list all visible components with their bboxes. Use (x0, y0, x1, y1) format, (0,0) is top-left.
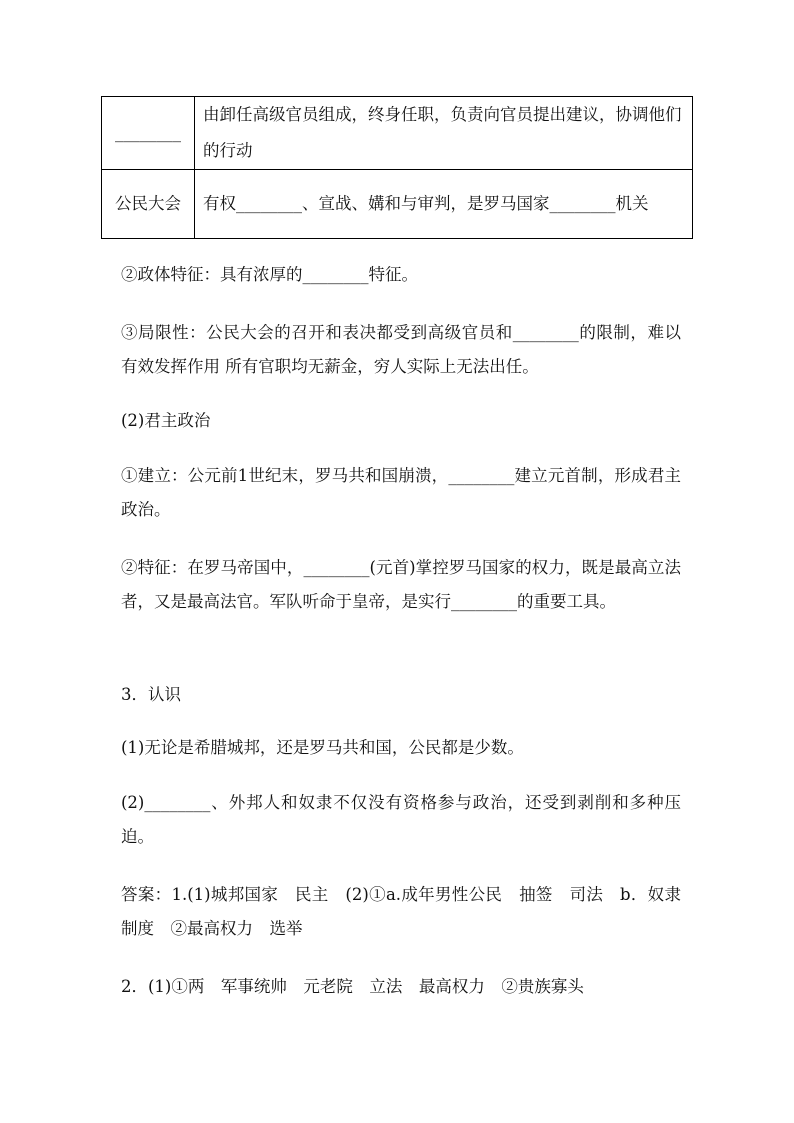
paragraph-establishment: ①建立：公元前1世纪末，罗马共和国崩溃，________建立元首制，形成君主政治。 (121, 466, 681, 519)
section-heading-monarchy: (2)君主政治 (121, 411, 211, 430)
section-heading-understanding: 3．认识 (121, 685, 181, 704)
paragraph-features: ②特征：在罗马帝国中，________(元首)掌控罗马国家的权力，既是最高立法者，又是最高法官。军队听命于皇帝，是实行________的重要工具。 (121, 558, 681, 611)
table-cell-blank-label: ________ (102, 97, 195, 170)
comparison-table (101, 96, 693, 239)
paragraph-answers-2: 2．(1)①两 军事统帅 元老院 立法 最高权力 ②贵族寡头 (121, 977, 584, 996)
paragraph-understanding-2: (2)________、外邦人和奴隶不仅没有资格参与政治，还受到剥削和多种压迫。 (121, 793, 681, 846)
table-row (102, 97, 693, 170)
paragraph-answers-1: 答案：1.(1)城邦国家 民主 (2)①a.成年男性公民 抽签 司法 b．奴隶制度 ②最高权力 选举 (121, 885, 681, 938)
table-row (102, 170, 693, 239)
table-cell-label: 公民大会 (102, 170, 195, 239)
paragraph-limitations: ③局限性：公民大会的召开和表决都受到高级官员和________的限制，难以有效发挥作用 所有官职均无薪金，穷人实际上无法出任。 (121, 323, 681, 376)
table-cell-description: 有权________、宣战、媾和与审判，是罗马国家________机关 (195, 170, 693, 239)
table-cell-description: 由卸任高级官员组成，终身任职，负责向官员提出建议，协调他们的行动 (195, 97, 693, 170)
paragraph-regime-feature: ②政体特征：具有浓厚的________特征。 (121, 265, 418, 284)
paragraph-understanding-1: (1)无论是希腊城邦，还是罗马共和国，公民都是少数。 (121, 738, 524, 757)
